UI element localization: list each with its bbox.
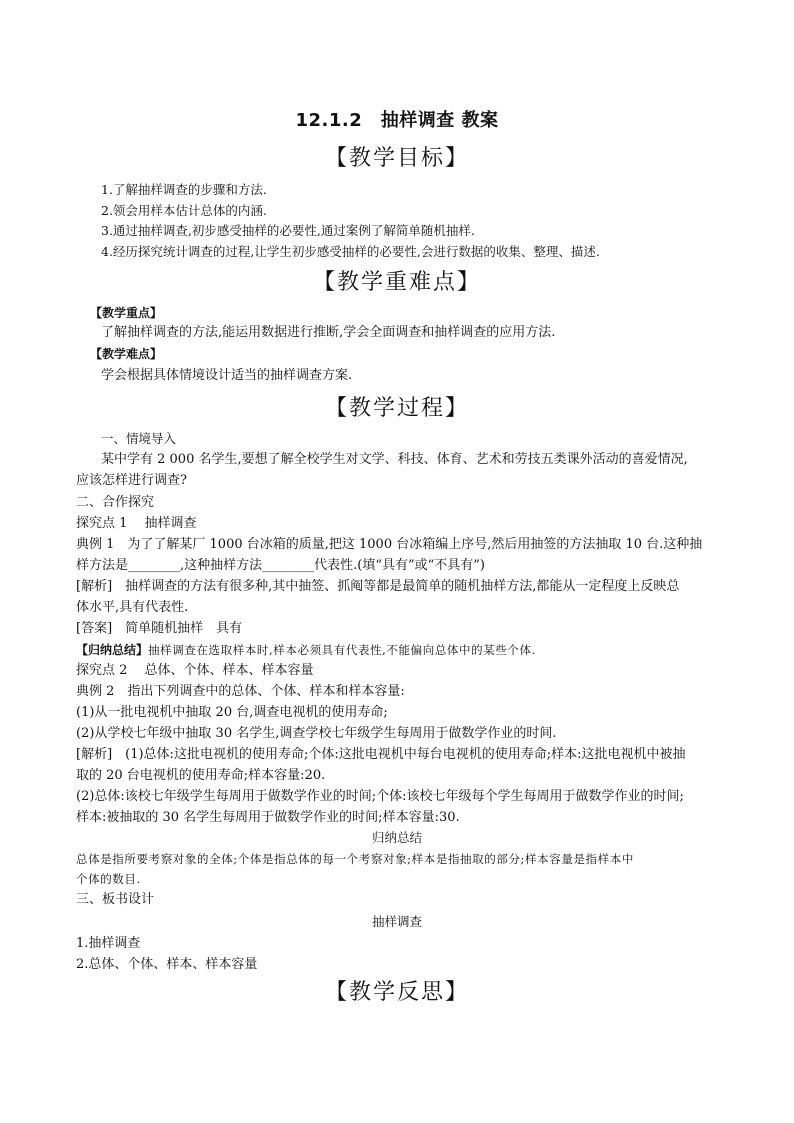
summary2-text-line2: 个体的数目. — [76, 872, 141, 886]
summary1-label: 【归纳总结】 — [76, 643, 149, 657]
example1-line2: 样方法是________,这种抽样方法________代表性.(填“具有”或“不具有”) — [76, 558, 485, 573]
section-heading-process: 【教学过程】 — [324, 396, 469, 421]
focus-text: 了解抽样调查的方法,能运用数据进行推断,学会全面调查和抽样调查的应用方法. — [101, 325, 556, 340]
example2-analysis-line4: 样本:被抽取的 30 名学生每周用于做数学作业的时间;样本容量:30. — [76, 810, 460, 825]
document-title: 12.1.2 抽样调查 教案 — [295, 110, 499, 131]
difficulty-text: 学会根据具体情境设计适当的抽样调查方案. — [101, 368, 353, 383]
example2-analysis-line1: [解析] (1)总体:这批电视机的使用寿命;个体:这批电视机中每台电视机的使用寿命;样本:这批电视机中被抽 — [76, 747, 686, 762]
part1-text-line1: 某中学有 2 000 名学生,要想了解全校学生对文学、科技、体育、艺术和劳技五类课外活动的喜爱情况, — [101, 452, 688, 467]
summary2-text-line1: 总体是指所要考察对象的全体;个体是指总体的每一个考察对象;样本是指抽取的部分;样本容量是指样本中 — [76, 852, 634, 866]
explore-point-1: 探究点 1 抽样调查 — [76, 516, 197, 531]
part3-heading: 三、板书设计 — [76, 892, 155, 907]
board-item-1: 1.抽样调查 — [76, 936, 141, 951]
part2-heading: 二、合作探究 — [76, 495, 155, 510]
example2-analysis-line3: (2)总体:该校七年级学生每周用于做数学作业的时间;个体:该校七年级每个学生每周用于做数学作业的时间; — [76, 789, 684, 804]
example2-line3: (2)从学校七年级中抽取 30 名学生,调查学校七年级学生每周用于做数学作业的时间. — [76, 726, 557, 741]
goal-item-2: 2.领会用样本估计总体的内涵. — [101, 203, 267, 218]
example2-line2: (1)从一批电视机中抽取 20 台,调查电视机的使用寿命; — [76, 705, 388, 720]
goal-item-1: 1.了解抽样调查的步骤和方法. — [101, 182, 267, 197]
example1-analysis-line2: 体水平,具有代表性. — [76, 600, 189, 615]
focus-label: 【教学重点】 — [90, 306, 163, 320]
explore-point-2: 探究点 2 总体、个体、样本、样本容量 — [76, 663, 314, 678]
part1-text-line2: 应该怎样进行调查? — [76, 473, 187, 488]
section-heading-key-points: 【教学重难点】 — [312, 270, 481, 295]
summary1-text: 抽样调查在选取样本时,样本必须具有代表性,不能偏向总体中的某些个体. — [148, 643, 536, 657]
example1-line1: 典例 1 为了了解某厂 1000 台冰箱的质量,把这 1000 台冰箱编上序号,然后用抽签的方法抽取 10 台.这种抽 — [76, 537, 703, 552]
board-design-title: 抽样调查 — [371, 914, 422, 929]
example2-line1: 典例 2 指出下列调查中的总体、个体、样本和样本容量: — [76, 684, 405, 699]
example1-answer: [答案] 简单随机抽样 具有 — [76, 621, 243, 636]
section-heading-reflection: 【教学反思】 — [324, 980, 469, 1005]
summary1 — [76, 641, 536, 660]
goal-item-4: 4.经历探究统计调查的过程,让学生初步感受抽样的必要性,会进行数据的收集、整理、描述. — [101, 244, 600, 259]
example2-analysis-line2: 取的 20 台电视机的使用寿命;样本容量:20. — [76, 768, 326, 783]
summary2-heading: 归纳总结 — [371, 830, 422, 845]
example1-analysis-line1: [解析] 抽样调查的方法有很多种,其中抽签、抓阄等都是最简单的随机抽样方法,都能从一定程度上反映总 — [76, 579, 680, 594]
goal-item-3: 3.通过抽样调查,初步感受抽样的必要性,通过案例了解简单随机抽样. — [101, 223, 475, 238]
section-heading-goals: 【教学目标】 — [324, 146, 469, 171]
difficulty-label: 【教学难点】 — [90, 347, 163, 361]
part1-heading: 一、情境导入 — [101, 431, 177, 446]
board-item-2: 2.总体、个体、样本、样本容量 — [76, 957, 258, 972]
